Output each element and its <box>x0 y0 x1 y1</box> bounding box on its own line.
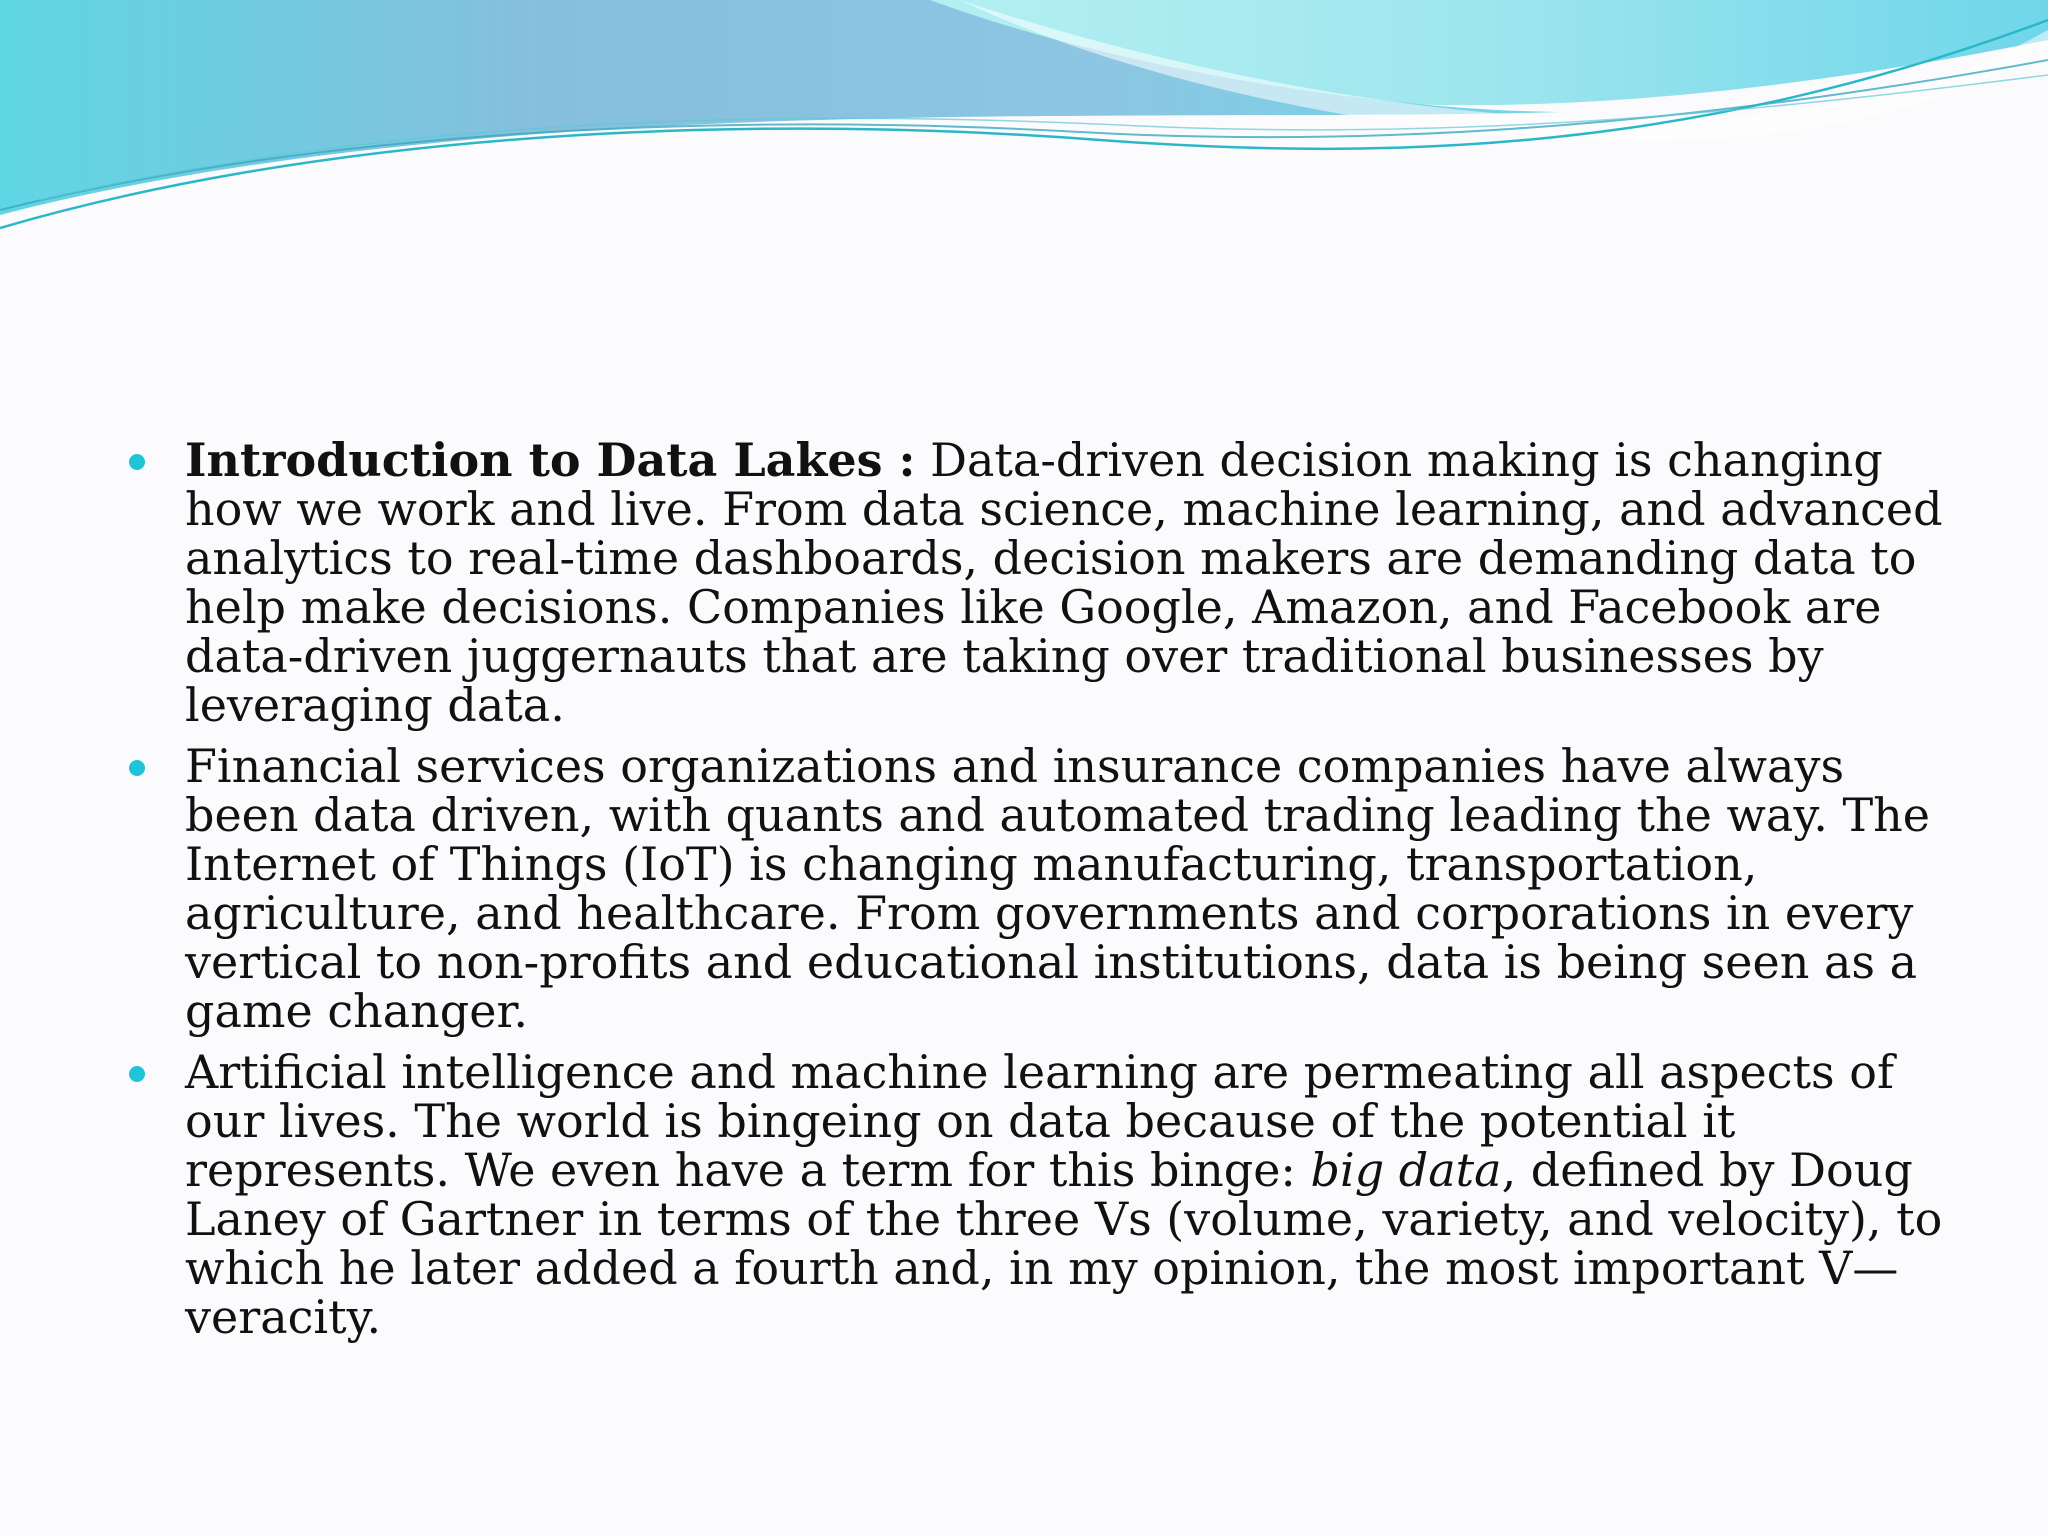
bullet-text-before: Artificial intelligence and machine learning are permeating all aspects of our lives. The world is bingeing on data because of the potential it represents. We even have a term for this binge: <box>185 1045 1894 1197</box>
bullet-item-financial <box>125 739 1955 1038</box>
bullet-dot-icon <box>129 1066 145 1082</box>
bullet-emphasis: big data <box>1310 1143 1502 1197</box>
bullet-item-intro <box>125 433 1955 732</box>
bullet-item-ai <box>125 1045 1955 1344</box>
bullet-lead-title: Introduction to Data Lakes : <box>185 433 916 487</box>
slide-content <box>125 433 1955 1354</box>
bullet-text: Financial services organizations and insurance companies have always been data driven, with quants and automated trading leading the way. The Internet of Things (IoT) is changing manufacturing, transportation, agriculture, and healthcare. From governments and corporations in every vertical to non-profits and educational institutions, data is being seen as a game changer. <box>185 739 1930 1038</box>
wave-header-decoration <box>0 0 2048 240</box>
bullet-text-after: , defined by Doug Laney of Gartner in terms of the three Vs (volume, variety, and velocity), to which he later added a fourth and, in my opinion, the most important V—veracity. <box>185 1143 1943 1344</box>
bullet-list <box>125 433 1955 1344</box>
bullet-dot-icon <box>129 454 145 470</box>
bullet-dot-icon <box>129 760 145 776</box>
bullet-text: Data-driven decision making is changing how we work and live. From data science, machine learning, and advanced analytics to real-time dashboards, decision makers are demanding data to help make decisions. Companies like Google, Amazon, and Facebook are data-driven juggernauts that are taking over traditional businesses by leveraging data. <box>185 433 1943 732</box>
